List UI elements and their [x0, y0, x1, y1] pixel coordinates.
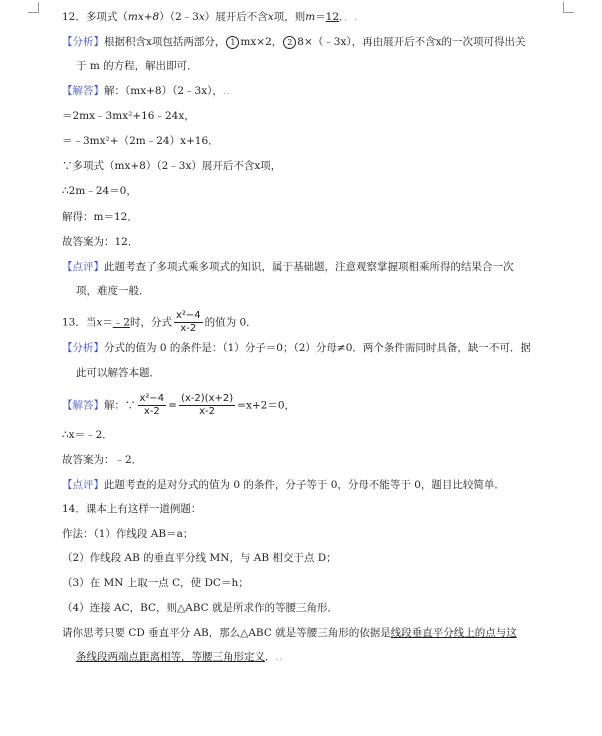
q12-step-3: ∵多项式（mx+8）（2﹣3x）展开后不含x项， — [62, 160, 282, 172]
q12-step-5: 解得：m＝12． — [62, 211, 138, 223]
q12-step-4: ∴2m﹣24＝0， — [62, 185, 137, 197]
q13-solution: 【解答】解：∵ $\frac{\text{x²−4}}{x-2}$ = $\frac{(x-2)(x+2)}{x-2}$ =x+2＝0， — [62, 393, 296, 417]
q14-question: 请你思考只要 CD 垂直平分 AB，那么△ABC 就是等腰三角形的依据是线段垂直平分线上的点与这 — [62, 627, 517, 639]
q13-step-2: 故答案为：﹣2． — [62, 454, 143, 466]
q12-stem: 12．多项式（mx+8）（2﹣3x）展开后不含x项，则m＝12．．. — [62, 11, 359, 23]
q13-analysis: 【分析】分式的值为 0 的条件是：（1）分子＝0；（2）分母≠0．两个条件需同时具备，缺一不可．据 — [62, 342, 531, 354]
q14-stem: 14．课本上有这样一道例题： — [62, 503, 202, 515]
q13-step-1: ∴x＝﹣2． — [62, 429, 113, 441]
q12-step-2: ＝﹣3mx²+（2m﹣24）x+16． — [62, 135, 219, 147]
q14-question-cont: 条线段两端点距离相等，等腰三角形定义．.. — [76, 651, 284, 663]
q14-step-2: （2）作线段 AB 的垂直平分线 MN，与 AB 相交于点 D； — [62, 552, 337, 564]
q14-answer-blank-1: 线段垂直平分线上的点与这 — [390, 627, 517, 639]
q14-step-1: 作法：（1）作线段 AB＝a； — [62, 528, 194, 540]
q12-comment: 【点评】此题考查了多项式乘多项式的知识，属于基础题，注意观察掌握项相乘所得的结果合一次 — [62, 261, 514, 273]
q13-solution-fraction-2: $\frac{(x-2)(x+2)}{x-2}$ — [180, 393, 234, 417]
q13-analysis-cont: 此可以解答本题． — [76, 367, 160, 379]
q13-comment: 【点评】此题考查的是对分式的值为 0 的条件，分子等于 0，分母不能等于 0，题目比较简单． — [62, 479, 505, 491]
q12-step-6: 故答案为：12． — [62, 236, 139, 248]
q14-step-4: （4）连接 AC，BC，则△ABC 就是所求作的等腰三角形． — [62, 602, 339, 614]
q12-step-1: ＝2mx﹣3mx²+16﹣24x， — [62, 110, 195, 122]
q13-fraction: $\frac{\text{x²−4}}{x-2}$ — [175, 310, 201, 334]
q13-answer-blank: ﹣2 — [112, 316, 130, 329]
q13-solution-fraction-1: $\frac{\text{x²−4}}{x-2}$ — [139, 393, 165, 417]
q12-comment-cont: 项，难度一般． — [76, 285, 150, 297]
q14-answer-blank-2: 条线段两端点距离相等，等腰三角形定义 — [76, 651, 265, 663]
q12-analysis: 【分析】根据积含x项包括两部分， 1 mx×2， 2 8×（﹣3x），再由展开后不含x的一次项可得出关 — [62, 36, 526, 48]
q13-stem: 13．当x＝﹣2时，分式 $\frac{\text{x²−4}}{x-2}$ 的值为 0． — [62, 310, 257, 334]
q14-step-3: （3）在 MN 上取一点 C，使 DC＝h； — [62, 577, 249, 589]
q12-solution: 【解答】解：（mx+8）（2﹣3x），.. — [62, 85, 231, 97]
q12-analysis-cont: 于 m 的方程，解出即可． — [76, 60, 198, 72]
q12-answer-blank: 12 — [325, 11, 340, 23]
